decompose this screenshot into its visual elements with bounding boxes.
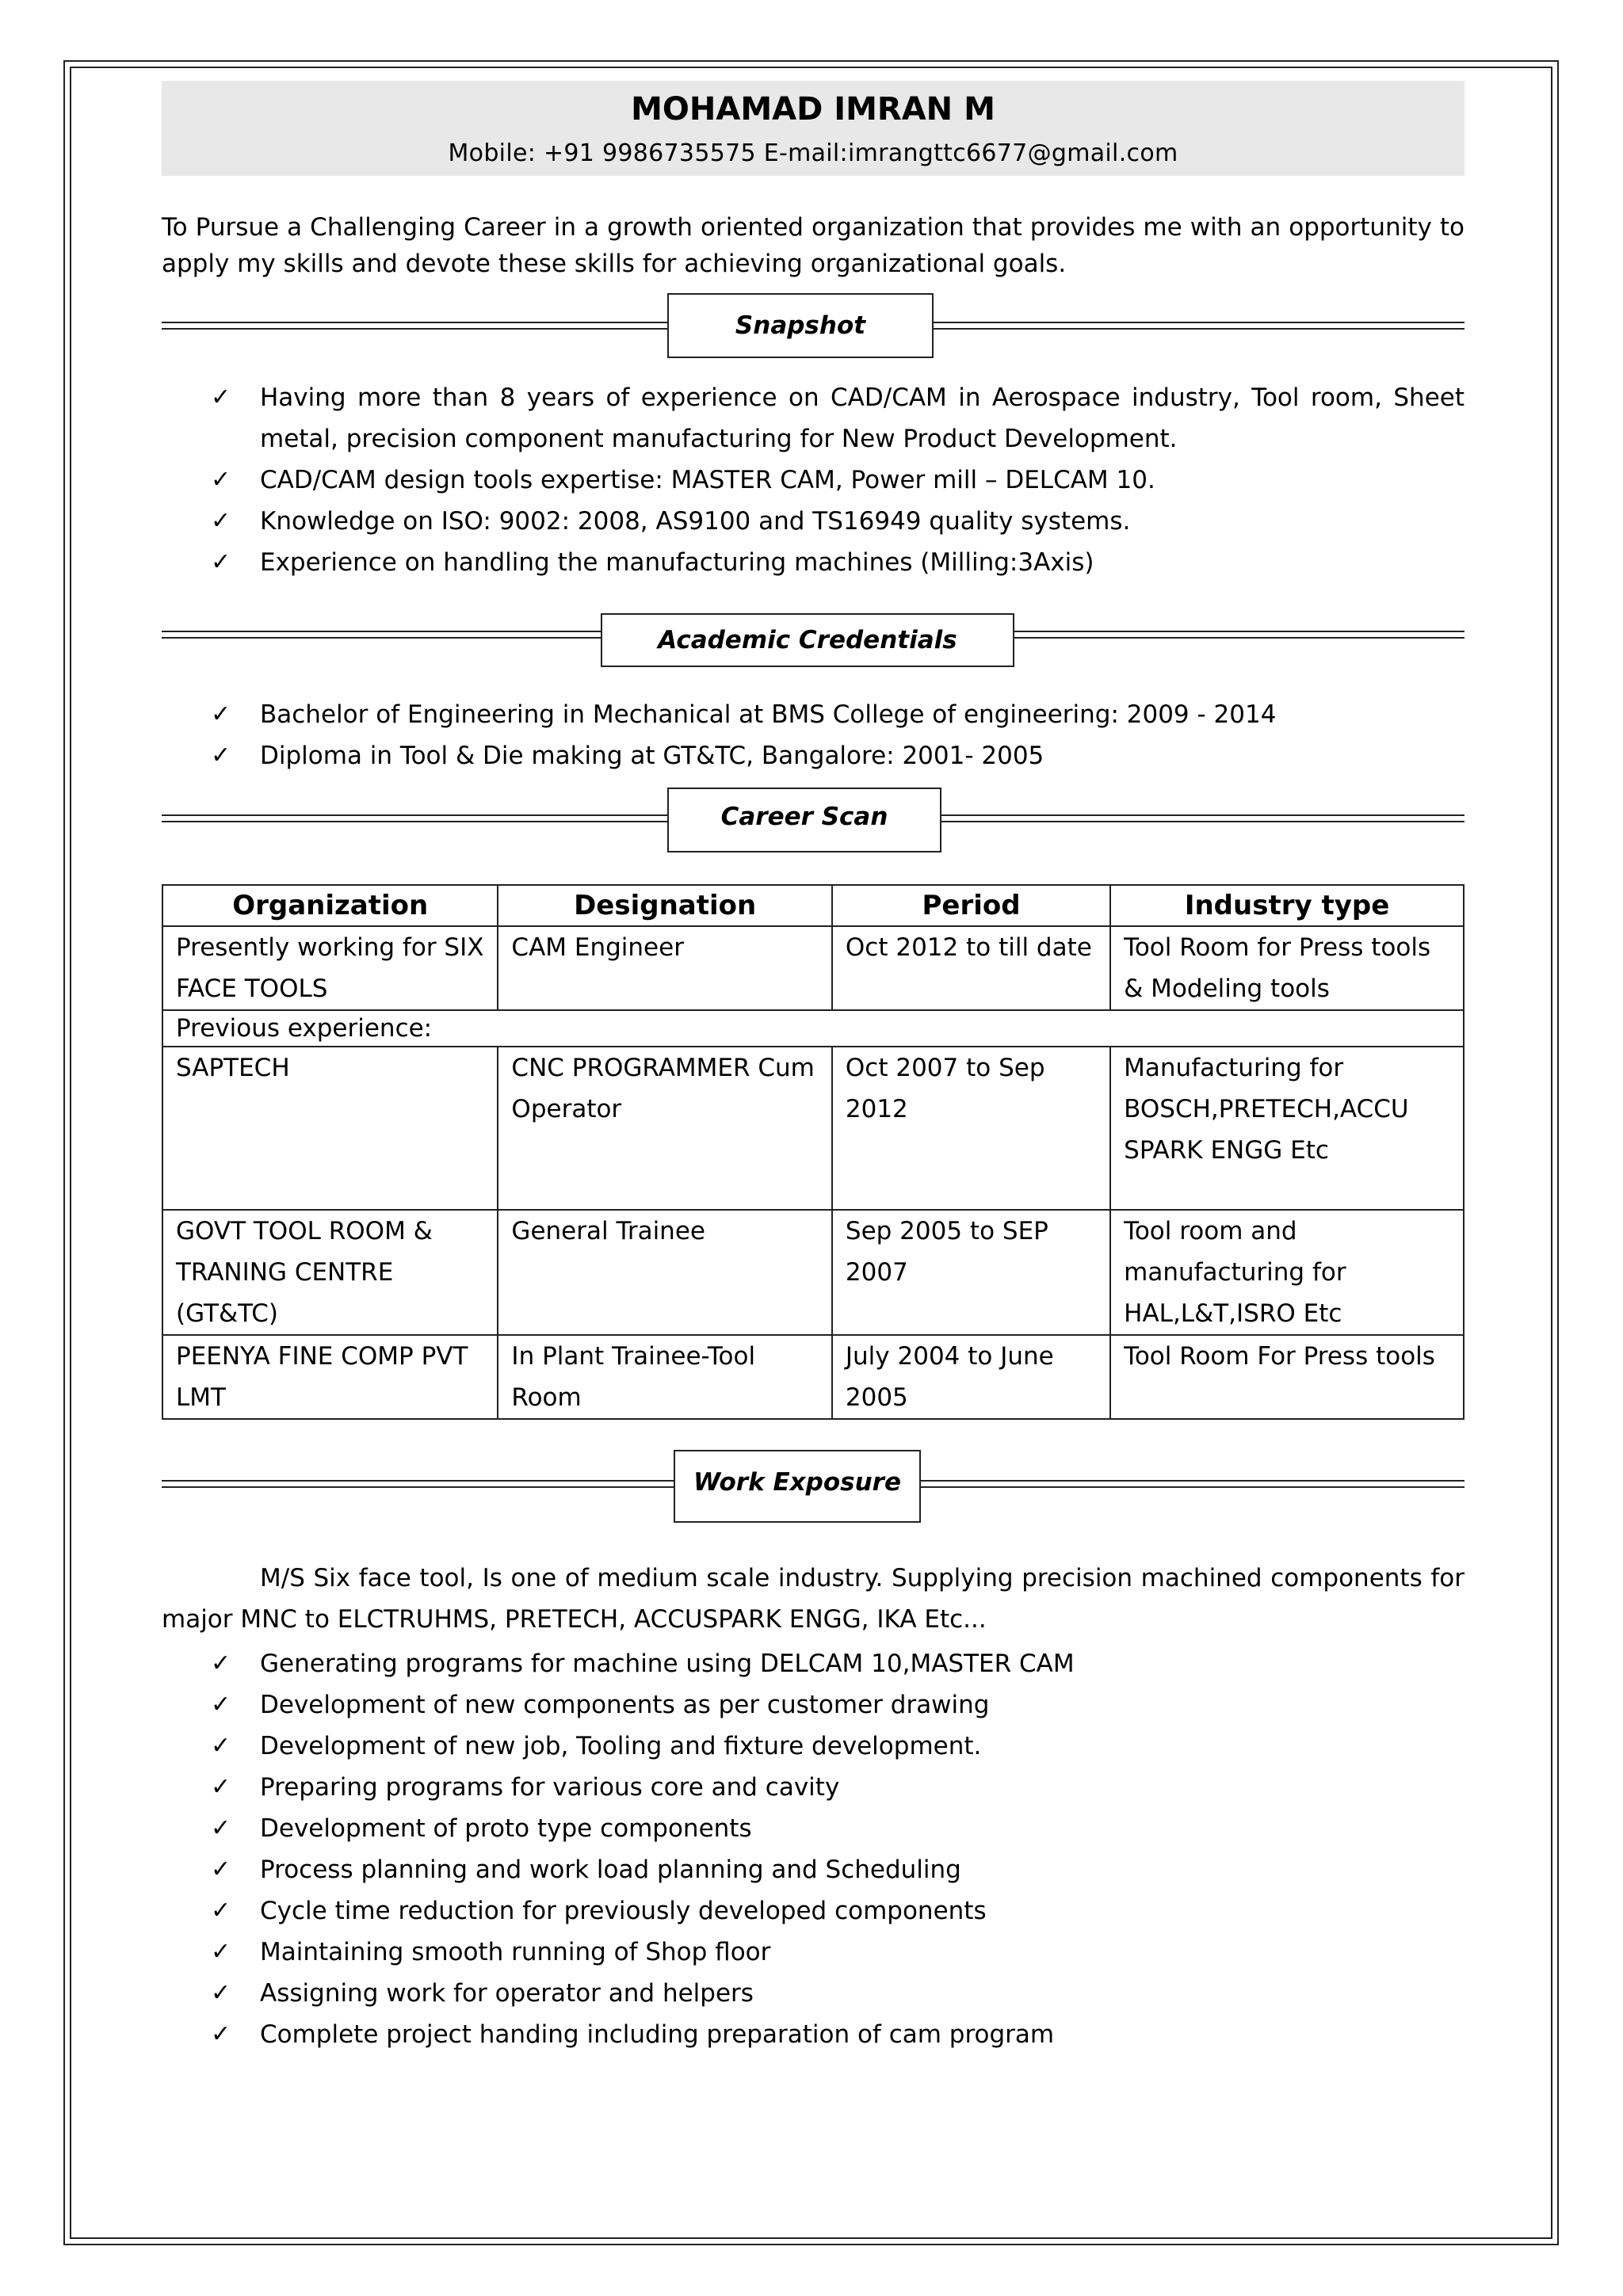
resume-content [162,81,1465,2055]
table-cell: PEENYA FINE COMP PVT LMT [162,1335,498,1419]
section-academic [162,604,1465,659]
table-cell: Oct 2007 to Sep 2012 [832,1047,1110,1210]
table-cell: GOVT TOOL ROOM & TRANING CENTRE (GT&TC) [162,1210,498,1335]
candidate-name: MOHAMAD IMRAN M [631,91,995,128]
column-header: Period [832,885,1110,926]
career-objective: To Pursue a Challenging Career in a growth oriented organization that provides me with an opportunity to apply my skills and devote these skills for achieving organizational goals. [162,213,1465,278]
list-item: ✓ CAD/CAM design tools expertise: MASTER CAM, Power mill – DELCAM 10. [162,460,1465,501]
previous-experience-label: Previous experience: [162,1010,1464,1047]
check-icon: ✓ [211,1855,231,1883]
check-icon: ✓ [211,700,231,728]
table-cell: Tool Room For Press tools [1110,1335,1464,1419]
table-row [162,1210,1464,1335]
table-cell: Manufacturing for BOSCH,PRETECH,ACCU SPARK ENGG Etc [1110,1047,1464,1210]
work-intro: M/S Six face tool, Is one of medium scale industry. Supplying precision machined components for major MNC to ELCTRUHMS, PRETECH, ACCUSPARK ENGG, IKA Etc... [162,1564,1465,1634]
list-item: ✓ Generating programs for machine using DELCAM 10,MASTER CAM [162,1643,1465,1684]
check-icon: ✓ [211,1938,231,1966]
table-cell: CNC PROGRAMMER Cum Operator [498,1047,831,1210]
table-cell: CAM Engineer [498,926,831,1010]
table-cell: SAPTECH [162,1047,498,1210]
list-item: ✓ Cycle time reduction for previously developed components [162,1890,1465,1932]
section-title-snapshot: Snapshot [667,293,934,358]
list-item: ✓ Preparing programs for various core and cavity [162,1767,1465,1808]
list-item: ✓ Bachelor of Engineering in Mechanical at BMS College of engineering: 2009 - 2014 [162,694,1465,735]
list-item: ✓ Process planning and work load planning and Scheduling [162,1849,1465,1890]
section-career [162,788,1465,854]
table-row [162,1010,1464,1047]
check-icon: ✓ [211,1691,231,1718]
work-list [162,1643,1465,2055]
list-item: ✓ Having more than 8 years of experience on CAD/CAM in Aerospace industry, Tool room, Sheet metal, precision component manufacturing for New Product Development. [162,377,1465,460]
table-row [162,1047,1464,1210]
table-row [162,926,1464,1010]
section-title-academic: Academic Credentials [601,613,1014,667]
contact-line: Mobile: +91 9986735575 E-mail:imrangttc6677@gmail.com [448,139,1178,167]
list-item: ✓ Knowledge on ISO: 9002: 2008, AS9100 and TS16949 quality systems. [162,501,1465,542]
check-icon: ✓ [211,1773,231,1801]
table-cell: Presently working for SIX FACE TOOLS [162,926,498,1010]
table-cell: In Plant Trainee-Tool Room [498,1335,831,1419]
check-icon: ✓ [211,1732,231,1760]
check-icon: ✓ [211,1814,231,1842]
list-item: ✓ Maintaining smooth running of Shop floor [162,1932,1465,1973]
check-icon: ✓ [211,548,231,576]
table-row [162,1335,1464,1419]
table-header-row [162,885,1464,926]
section-snapshot [162,293,1465,360]
section-title-career: Career Scan [667,788,941,852]
column-header: Organization [162,885,498,926]
check-icon: ✓ [211,507,231,535]
table-cell: Tool room and manufacturing for HAL,L&T,ISRO Etc [1110,1210,1464,1335]
list-item: ✓ Diploma in Tool & Die making at GT&TC, Bangalore: 2001- 2005 [162,735,1465,776]
table-cell: Sep 2005 to SEP 2007 [832,1210,1110,1335]
table-cell: Tool Room for Press tools & Modeling tools [1110,926,1464,1010]
check-icon: ✓ [211,1979,231,2007]
check-icon: ✓ [211,2020,231,2048]
check-icon: ✓ [211,742,231,769]
column-header: Industry type [1110,885,1464,926]
check-icon: ✓ [211,466,231,494]
academic-list [162,694,1465,776]
list-item: ✓ Experience on handling the manufacturing machines (Milling:3Axis) [162,542,1465,583]
list-item: ✓ Complete project handing including preparation of cam program [162,2014,1465,2055]
table-cell: July 2004 to June 2005 [832,1335,1110,1419]
table-cell: Oct 2012 to till date [832,926,1110,1010]
list-item: ✓ Development of proto type components [162,1808,1465,1849]
snapshot-list [162,377,1465,583]
column-header: Designation [498,885,831,926]
check-icon: ✓ [211,1650,231,1677]
career-table [162,884,1465,1420]
check-icon: ✓ [211,383,231,411]
list-item: ✓ Assigning work for operator and helpers [162,1973,1465,2014]
list-item: ✓ Development of new components as per customer drawing [162,1684,1465,1726]
section-work [162,1450,1465,1516]
section-title-work: Work Exposure [674,1450,921,1523]
check-icon: ✓ [211,1897,231,1924]
resume-header [162,81,1465,176]
table-cell: General Trainee [498,1210,831,1335]
list-item: ✓ Development of new job, Tooling and fixture development. [162,1726,1465,1767]
